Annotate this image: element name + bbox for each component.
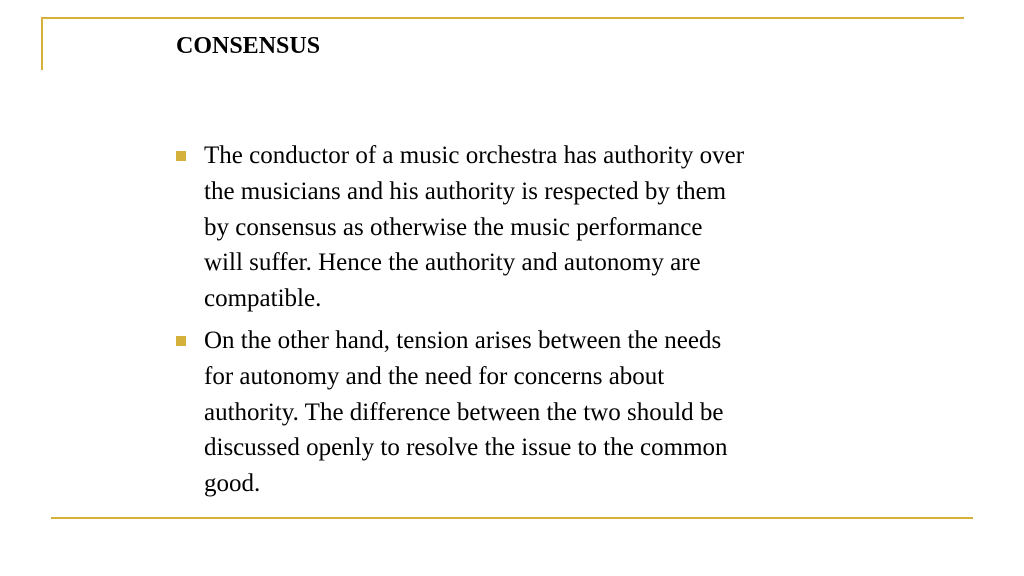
slide-title: CONSENSUS: [176, 33, 321, 59]
square-bullet-icon: [176, 336, 186, 346]
bullet-text: [204, 138, 856, 317]
bullet-text: [204, 323, 856, 502]
bullet-item: [176, 138, 856, 317]
text-line: compatible.: [204, 285, 322, 313]
text-line: the musicians and his authority is respected by them: [204, 177, 727, 205]
top-divider: [42, 17, 964, 19]
bottom-divider: [51, 517, 973, 519]
text-line: for autonomy and the need for concerns about: [204, 362, 665, 390]
text-line: good.: [204, 470, 261, 498]
text-line: discussed openly to resolve the issue to the common: [204, 434, 728, 462]
left-accent-divider: [41, 17, 43, 70]
bullet-list: [176, 138, 856, 508]
square-bullet-icon: [176, 151, 186, 161]
text-line: The conductor of a music orchestra has authority over: [204, 142, 745, 169]
bullet-item: [176, 323, 856, 502]
text-line: will suffer. Hence the authority and autonomy are: [204, 249, 701, 277]
text-line: On the other hand, tension arises between the needs: [204, 326, 722, 354]
text-line: by consensus as otherwise the music performance: [204, 213, 703, 241]
text-line: authority. The difference between the two should be: [204, 398, 724, 426]
